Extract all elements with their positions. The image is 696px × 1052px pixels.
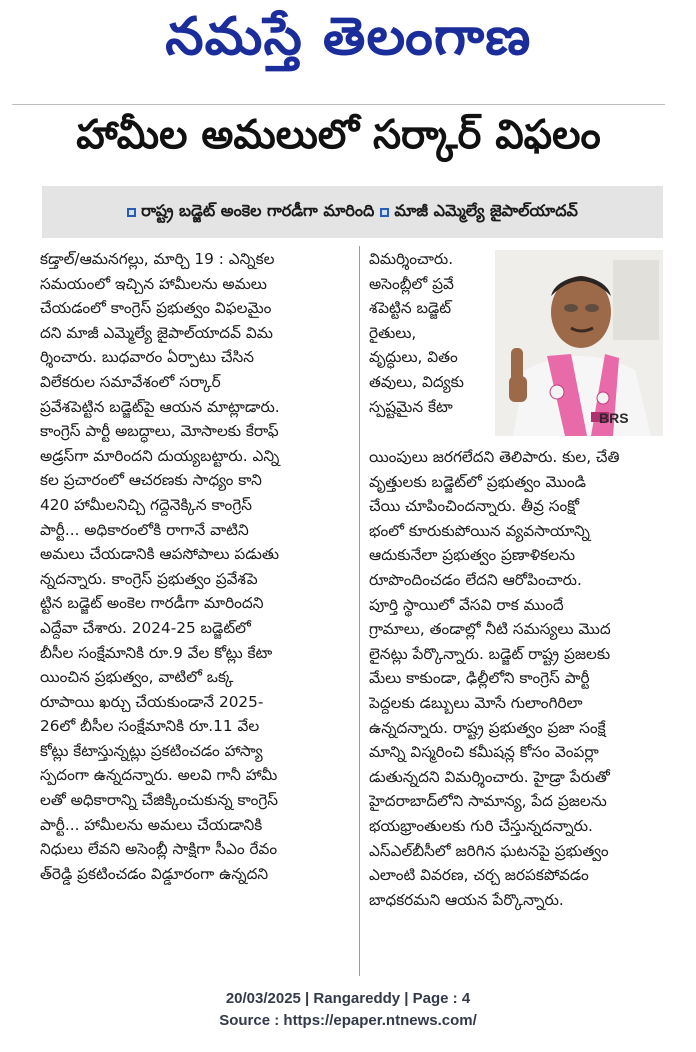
article-column-left: [40, 247, 352, 975]
article-line: రూపొందించడం లేదని ఆరోపించారు.: [369, 570, 582, 589]
article-line: ఉన్నదన్నారు. రాష్ట్ర ప్రభుత్వం ప్రజా సంక్షే: [369, 718, 606, 737]
article-line: చేయి చూపించిందన్నారు. తీవ్ర సంక్షో: [369, 497, 580, 516]
footer-source: Source : https://epaper.ntnews.com/: [219, 1012, 477, 1029]
party-badge-text: BRS: [599, 410, 629, 426]
article-line: ఎస్‌ఎల్‌బీసీలో జరిగిన ఘటనపై ప్రభుత్వం: [369, 841, 609, 860]
article-line: రూపాయి ఖర్చు చేయకుండానే 2025-: [40, 692, 264, 711]
article-line: శపెట్టిన బడ్జెట్: [369, 299, 452, 318]
article-column-right-intro: [369, 247, 487, 443]
headline-box: [12, 104, 665, 175]
article-line: అసెంబ్లీలో ప్రవే: [369, 274, 454, 293]
article-line: పెద్దలకు డబ్బులు మోసే గులాంగిరిలా: [369, 693, 583, 712]
article-line: బాధకరమని ఆయన పేర్కొన్నారు.: [369, 890, 564, 909]
article-line: కడ్తాల్/ఆమనగల్లు, మార్చి 19 : ఎన్నికల: [40, 250, 275, 268]
article-line: ర్శించారు. బుధవారం ఏర్పాటు చేసిన: [40, 348, 254, 367]
article-line: ట్టిన బడ్జెట్ అంకెల గారడీగా మారిందని: [40, 594, 264, 613]
article-line: రైతులు,: [369, 323, 417, 342]
masthead-title: నమస్తే తెలంగాణ: [164, 6, 532, 67]
masthead: [0, 4, 696, 82]
article-line: సమయంలో ఇచ్చిన హామీలను అమలు: [40, 274, 267, 293]
article-line: పూర్తి స్థాయిలో వేసవి రాక ముందే: [369, 595, 564, 614]
article-line: వృద్ధులు, వితం: [369, 348, 458, 367]
subhead-item: [127, 201, 374, 224]
article-line: బీసీల సంక్షేమానికి రూ.9 వేల కోట్లు కేటా: [40, 643, 273, 662]
subhead-text: మాజీ ఎమ్మెల్యే జైపాల్‌యాదవ్: [394, 200, 578, 220]
subhead-box: [42, 186, 663, 238]
article-line: దని మాజీ ఎమ్మెల్యే జైపాల్‌యాదవ్ విమ: [40, 323, 273, 342]
article-line: డుతున్నదని విమర్శించారు. హైడ్రా పేరుతో: [369, 767, 610, 786]
article-line: అడ్రస్‌గా మారిందని దుయ్యబట్టారు. ఎన్ని: [40, 446, 280, 465]
article-line: అమలు చేయడానికి ఆపసోపాలు పడుతు: [40, 545, 280, 564]
subhead-item: [380, 201, 578, 224]
article-line: భంలో కూరుకుపోయిన వ్యవసాయాన్ని: [369, 521, 590, 540]
article-line: త్‌రెడ్డి ప్రకటించడం విడ్డూరంగా ఉన్నదని: [40, 864, 269, 883]
politician-portrait-illustration: [495, 250, 663, 436]
column-divider: [359, 246, 360, 976]
article-line: లతో అధికారాన్ని చేజిక్కించుకున్న కాంగ్రెస్: [40, 791, 279, 810]
subhead-text: రాష్ట్ర బడ్జెట్ అంకెల గారడీగా మారింది: [141, 200, 375, 220]
article-column-right-main: [369, 445, 665, 912]
square-bullet-icon: [127, 208, 136, 217]
article-line: ఎలాంటి వివరణ, చర్చ జరపకపోవడం: [369, 866, 589, 885]
article-line: ఆదుకునేలా ప్రభుత్వం ప్రణాళికలను: [369, 546, 575, 565]
article-line: యింపులు జరగలేదని తెలిపారు. కుల, చేతి: [369, 448, 620, 466]
article-line: విమర్శించారు.: [369, 250, 454, 268]
article-line: పార్టీ... అధికారంలోకి రాగానే వాటిని: [40, 520, 249, 539]
article-line: ప్రవేశపెట్టిన బడ్జెట్‌పై ఆయన మాట్లాడారు.: [40, 397, 280, 416]
article-line: లైనట్లు పేర్కొన్నారు. బడ్జెట్ రాష్ట్ర ప్రజలకు: [369, 644, 611, 663]
politician-photo: [495, 250, 663, 436]
article-line: కల ప్రచారంలో ఆచరణకు సాధ్యం కాని: [40, 471, 262, 490]
footer-dateline: 20/03/2025 | Rangareddy | Page : 4: [225, 990, 471, 1007]
article-line: స్పదంగా ఉన్నదన్నారు. అలవి గానీ హామీ: [40, 766, 278, 785]
article-line: పార్టీ... హామీలను అమలు చేయడానికి: [40, 815, 263, 834]
article-line: మాన్ని విస్మరించి కమీషన్ల కోసం వెంపర్లా: [369, 743, 599, 762]
article-line: స్పష్టమైన కేటా: [369, 397, 453, 416]
article-line: చేయడంలో కాంగ్రెస్ ప్రభుత్వం విఫలమైం: [40, 299, 272, 318]
article-line: వృత్తులకు బడ్జెట్‌లో ప్రభుత్వం మొండి: [369, 472, 586, 491]
article-line: విలేకరుల సమావేశంలో సర్కార్: [40, 372, 221, 391]
article-line: హైదరాబాద్‌లోని సామాన్య, పేద ప్రజలను: [369, 792, 607, 811]
article-line: కాంగ్రెస్ పార్టీ అబద్ధాలు, మోసాలకు కేరాఫ్: [40, 422, 279, 441]
article-line: తవులు, విద్యకు: [369, 372, 464, 391]
article-line: మేలు కాకుండా, ఢిల్లీలోని కాంగ్రెస్ పార్టీ: [369, 669, 590, 688]
article-line: కోట్లు కేటాస్తున్నట్లు ప్రకటించడం హాస్యా: [40, 741, 263, 760]
article-line: యించిన ప్రభుత్వం, వాటిలో ఒక్క: [40, 668, 234, 687]
square-bullet-icon: [380, 208, 389, 217]
article-line: 420 హామీలనిచ్చి గద్దెనెక్కిన కాంగ్రెస్: [40, 495, 252, 514]
article-line: 26లో బీసీల సంక్షేమానికి రూ.11 వేల: [40, 717, 260, 736]
article-line: ఎద్దేవా చేశారు. 2024-25 బడ్జెట్‌లో: [40, 618, 251, 637]
article-line: గ్రామాలు, తండాల్లో నీటి సమస్యలు మొద: [369, 620, 611, 639]
headline: హామీల అమలులో సర్కార్ విఫలం: [76, 112, 601, 158]
article-line: భయభ్రాంతులకు గురి చేస్తున్నదన్నారు.: [369, 816, 593, 835]
article-line: నిధులు లేవని అసెంబ్లీ సాక్షిగా సీఎం రేవం: [40, 840, 278, 859]
article-line: న్నదన్నారు. కాంగ్రెస్ ప్రభుత్వం ప్రవేశపె: [40, 569, 258, 588]
